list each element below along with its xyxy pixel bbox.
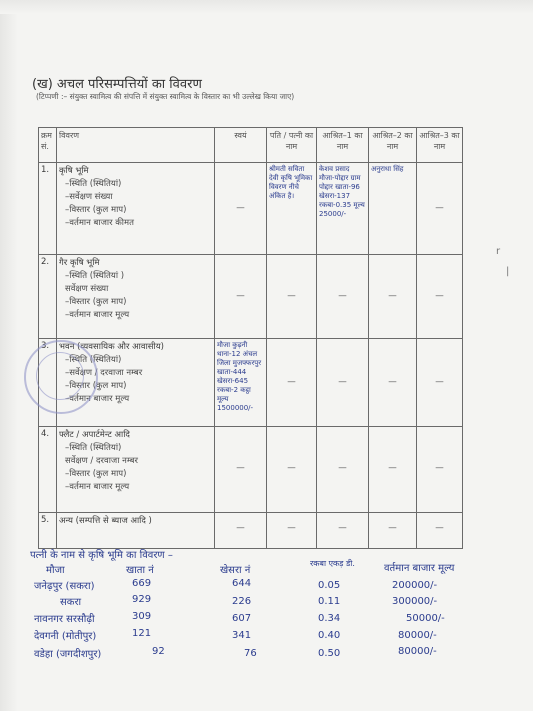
row-dependent-3: — (417, 163, 463, 255)
row-self: — (215, 255, 267, 339)
row-description: गैर कृषि भूमि –स्थिति (स्थितियां ) सर्वेक्षण संख्या –विस्तार (कुल माप) –वर्तमान बाजार मूल्य (57, 255, 215, 339)
row-dependent-2: — (369, 513, 417, 549)
row-spouse: — (267, 339, 317, 427)
row-dependent-1: — (317, 255, 369, 339)
row-description: फ्लैट / अपार्टमेन्ट आदि –स्थिति (स्थितियां) सर्वेक्षण / दरवाजा नम्बर –विस्तार (कुल माप) –वर्तमान बाजार मूल्य (57, 427, 215, 513)
hw-header-khata: खाता नं (126, 565, 154, 576)
hw-cell-khesra: 607 (232, 613, 252, 624)
hw-cell-value: 80000/- (398, 646, 437, 657)
col-header-dependent-1: आश्रित–1 का नाम (317, 128, 369, 163)
row-spouse: — (267, 255, 317, 339)
row-description: भवन (व्यवसायिक और आवासीय) –स्थिति (स्थितियां) –सर्वेक्षण / दरवाजा नम्बर –विस्तार (कुल माप) –वर्तमान बाजार मूल्य (57, 339, 215, 427)
table-header-row (39, 128, 463, 163)
row-dependent-3: — (417, 427, 463, 513)
table-row (39, 255, 463, 339)
row-serial: 3. (39, 339, 57, 427)
row-serial: 2. (39, 255, 57, 339)
hw-cell-mauja: सकरा (60, 597, 82, 608)
row-dependent-1: केशव प्रसाद मौजा-पोद्दार ग्राम पोद्दार खाता-96 खेसरा-137 रकबा-0.35 मूल्य 25000/- (317, 163, 369, 255)
office-stamp (24, 340, 98, 414)
col-header-serial: क्रम सं. (39, 128, 57, 163)
row-spouse: — (267, 513, 317, 549)
margin-mark: r (496, 246, 501, 257)
row-spouse: श्रीमती सविता देवी कृषि भूमिका विवरण नीचे अंकित है। (267, 163, 317, 255)
hw-cell-value: 80000/- (398, 630, 437, 641)
row-self: मौजा कुढ़नी थाना-12 अंचल जिला मुजफ्फरपुर खाता-444 खेसरा-645 रकबा-2 कट्ठा मूल्य 1500000/- (215, 339, 267, 427)
row-dependent-1: — (317, 427, 369, 513)
hw-cell-rakba: 0.40 (318, 630, 341, 641)
hw-cell-khata: 309 (132, 611, 152, 622)
row-description: कृषि भूमि –स्थिति (स्थितियां) –सर्वेक्षण संख्या –विस्तार (कुल माप) –वर्तमान बाजार कीमत (57, 163, 215, 255)
col-header-spouse: पति / पत्नी का नाम (267, 128, 317, 163)
table-row (39, 339, 463, 427)
row-serial: 4. (39, 427, 57, 513)
hw-cell-mauja: नावनगर सरसौढ़ी (34, 614, 95, 625)
hw-cell-value: 50000/- (406, 613, 445, 624)
hw-cell-mauja: देवगनी (मोतीपुर) (34, 631, 97, 642)
hw-cell-khata: 121 (132, 628, 152, 639)
hw-cell-khesra: 76 (244, 648, 257, 659)
hw-cell-value: 300000/- (392, 596, 438, 607)
assets-table (38, 127, 463, 549)
row-spouse: — (267, 427, 317, 513)
row-dependent-3: — (417, 339, 463, 427)
table-row (39, 513, 463, 549)
hw-header-mauja: मौजा (46, 565, 65, 576)
hw-cell-khata: 92 (152, 646, 165, 657)
row-dependent-3: — (417, 513, 463, 549)
table-row (39, 163, 463, 255)
hw-cell-khesra: 226 (232, 596, 252, 607)
hw-header-khesra: खेसरा नं (220, 565, 251, 576)
row-self: — (215, 163, 267, 255)
row-dependent-3: — (417, 255, 463, 339)
hw-cell-khata: 929 (132, 594, 152, 605)
hw-cell-rakba: 0.05 (318, 580, 341, 591)
handwritten-heading: पत्नी के नाम से कृषि भूमि का विवरण – (30, 550, 173, 561)
row-dependent-1: — (317, 513, 369, 549)
row-dependent-1: — (317, 339, 369, 427)
col-header-self: स्वयं (215, 128, 267, 163)
hw-cell-rakba: 0.11 (318, 596, 341, 607)
scan-shadow-left (0, 0, 18, 711)
hw-cell-khesra: 644 (232, 578, 252, 589)
margin-mark: | (506, 266, 510, 277)
row-self: — (215, 427, 267, 513)
row-serial: 1. (39, 163, 57, 255)
section-note: (टिप्पणी :– संयुक्त स्वामित्व की संपत्ति में संयुक्त स्वामित्व के विस्तार का भी उल्लेख किया जाए) (36, 92, 295, 101)
hw-header-rakba: रकबा एकड़ डी. (310, 559, 355, 568)
col-header-dependent-2: आश्रित–2 का नाम (369, 128, 417, 163)
col-header-description: विवरण (57, 128, 215, 163)
row-serial: 5. (39, 513, 57, 549)
hw-cell-rakba: 0.50 (318, 648, 341, 659)
row-dependent-2: — (369, 427, 417, 513)
hw-cell-khesra: 341 (232, 630, 252, 641)
hw-cell-khata: 669 (132, 578, 152, 589)
table-row (39, 427, 463, 513)
hw-header-value: वर्तमान बाजार मूल्य (384, 563, 455, 574)
section-heading: (ख) अचल परिसम्पत्तियों का विवरण (32, 77, 202, 92)
row-description: अन्य (सम्पत्ति से ब्याज आदि ) (57, 513, 215, 549)
row-dependent-2: अनुराधा सिंह (369, 163, 417, 255)
row-dependent-2: — (369, 339, 417, 427)
hw-cell-rakba: 0.34 (318, 613, 341, 624)
hw-cell-mauja: वडेहा (जगदीशपुर) (34, 649, 102, 660)
row-dependent-2: — (369, 255, 417, 339)
row-self: — (215, 513, 267, 549)
scan-shadow-top (0, 0, 533, 14)
col-header-dependent-3: आश्रित–3 का नाम (417, 128, 463, 163)
hw-cell-mauja: जनेढ़पुर (सकरा) (34, 581, 95, 592)
hw-cell-value: 200000/- (392, 580, 438, 591)
